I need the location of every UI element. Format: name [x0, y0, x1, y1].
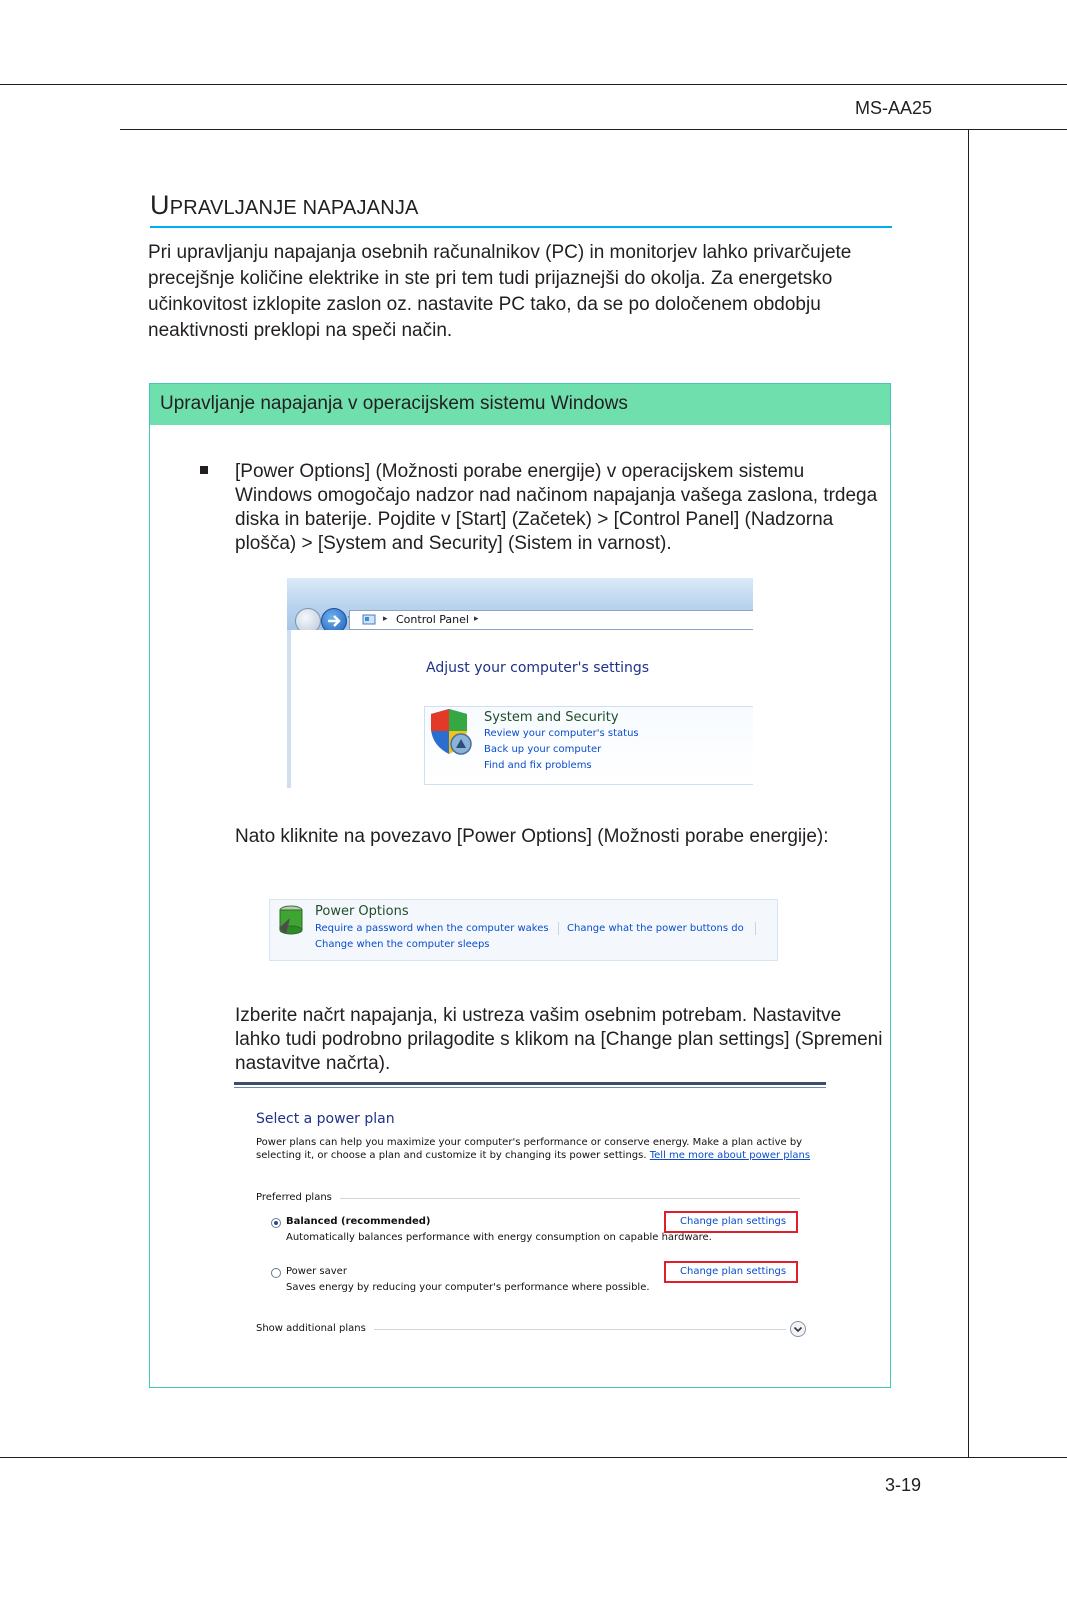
breadcrumb-control-panel[interactable]: Control Panel [396, 613, 469, 626]
shield-icon [427, 708, 473, 756]
control-panel-heading: Adjust your computer's settings [426, 660, 650, 676]
chevron-down-icon[interactable] [789, 1320, 807, 1338]
power-plan-screenshot [234, 1082, 826, 1362]
intro-paragraph: Pri upravljanju napajanja osebnih računalnikov (PC) in monitorjev lahko privarčujete precejšnje količine elektrike in ste pri tem tudi prijaznejši do okolja. Za energetsko učinkovitost izklopite zaslon oz. nastavite PC tako, da se po določenem obdobju neaktivnosti preklopi na speči način. [148, 242, 852, 341]
power-options-screenshot [269, 899, 778, 961]
step1-paragraph: [Power Options] (Možnosti porabe energije) v operacijskem sistemu Windows omogočajo nadzor nad načinom napajanja vašega zaslona, trdega diska in baterije. Pojdite v [Start] (Začetek) > [Control Panel] (Nadzorna plošča) > [System and Security] (Sistem in varnost). [235, 461, 878, 554]
section-title-underline [150, 226, 892, 228]
header-rule-under-model [120, 129, 1067, 130]
computer-sleeps-link[interactable]: Change when the computer sleeps [315, 939, 490, 950]
tell-me-more-link[interactable]: Tell me more about power plans [649, 1150, 811, 1161]
breadcrumb-arrow-icon: ▸ [474, 614, 479, 624]
step2-paragraph: Nato kliknite na povezavo [Power Options] (Možnosti porabe energije): [235, 826, 829, 847]
window-top-border [234, 1082, 826, 1088]
link-separator [558, 922, 559, 935]
review-status-link[interactable]: Review your computer's status [484, 728, 639, 739]
windows-power-box-heading: Upravljanje napajanja v operacijskem sistemu Windows [150, 384, 890, 425]
power-saver-plan-description: Saves energy by reducing your computer's performance where possible. [286, 1282, 650, 1293]
breadcrumb-arrow-icon: ▸ [383, 614, 388, 624]
section-title: UPRAVLJANJE NAPAJANJA [150, 190, 419, 220]
battery-icon [276, 904, 306, 936]
power-saver-change-settings-link[interactable]: Change plan settings [680, 1266, 787, 1277]
power-saver-radio[interactable] [271, 1268, 281, 1278]
footer-rule [0, 1457, 1067, 1458]
control-panel-icon [362, 614, 376, 626]
balanced-plan-description: Automatically balances performance with energy consumption on capable hardware. [286, 1232, 712, 1243]
balanced-radio[interactable] [271, 1218, 281, 1228]
power-options-title[interactable]: Power Options [315, 904, 409, 919]
find-fix-link[interactable]: Find and fix problems [484, 760, 592, 771]
additional-plans-divider [374, 1329, 786, 1330]
back-up-link[interactable]: Back up your computer [484, 744, 602, 755]
bullet-icon [200, 466, 208, 474]
power-plan-title: Select a power plan [256, 1111, 395, 1127]
model-number: MS-AA25 [854, 98, 932, 118]
page-right-border [968, 129, 969, 1458]
step3-paragraph: Izberite načrt napajanja, ki ustreza vašim osebnim potrebam. Nastavitve lahko tudi podrobno prilagodite s klikom na [Change plan settings] (Spremeni nastavitve načrta). [235, 1005, 883, 1074]
address-bar[interactable] [349, 610, 753, 630]
preferred-plans-label: Preferred plans [256, 1192, 332, 1203]
link-separator [755, 922, 756, 935]
control-panel-screenshot [287, 578, 753, 788]
show-additional-plans-label[interactable]: Show additional plans [256, 1323, 366, 1334]
system-security-title[interactable]: System and Security [484, 710, 619, 725]
page-number: 3-19 [885, 1475, 922, 1495]
require-password-link[interactable]: Require a password when the computer wakes [315, 923, 549, 934]
power-buttons-link[interactable]: Change what the power buttons do [567, 923, 744, 934]
balanced-plan-name[interactable]: Balanced (recommended) [286, 1216, 431, 1227]
power-plan-description: Power plans can help you maximize your computer's performance or conserve energy. Make a plan active by selecting it, or choose a plan and customize it by changing its power settings. Tell me more about power plans [256, 1137, 811, 1161]
power-saver-plan-name[interactable]: Power saver [286, 1266, 347, 1277]
header-rule-top [0, 84, 1067, 85]
balanced-change-settings-link[interactable]: Change plan settings [680, 1216, 787, 1227]
preferred-plans-divider [340, 1198, 800, 1199]
